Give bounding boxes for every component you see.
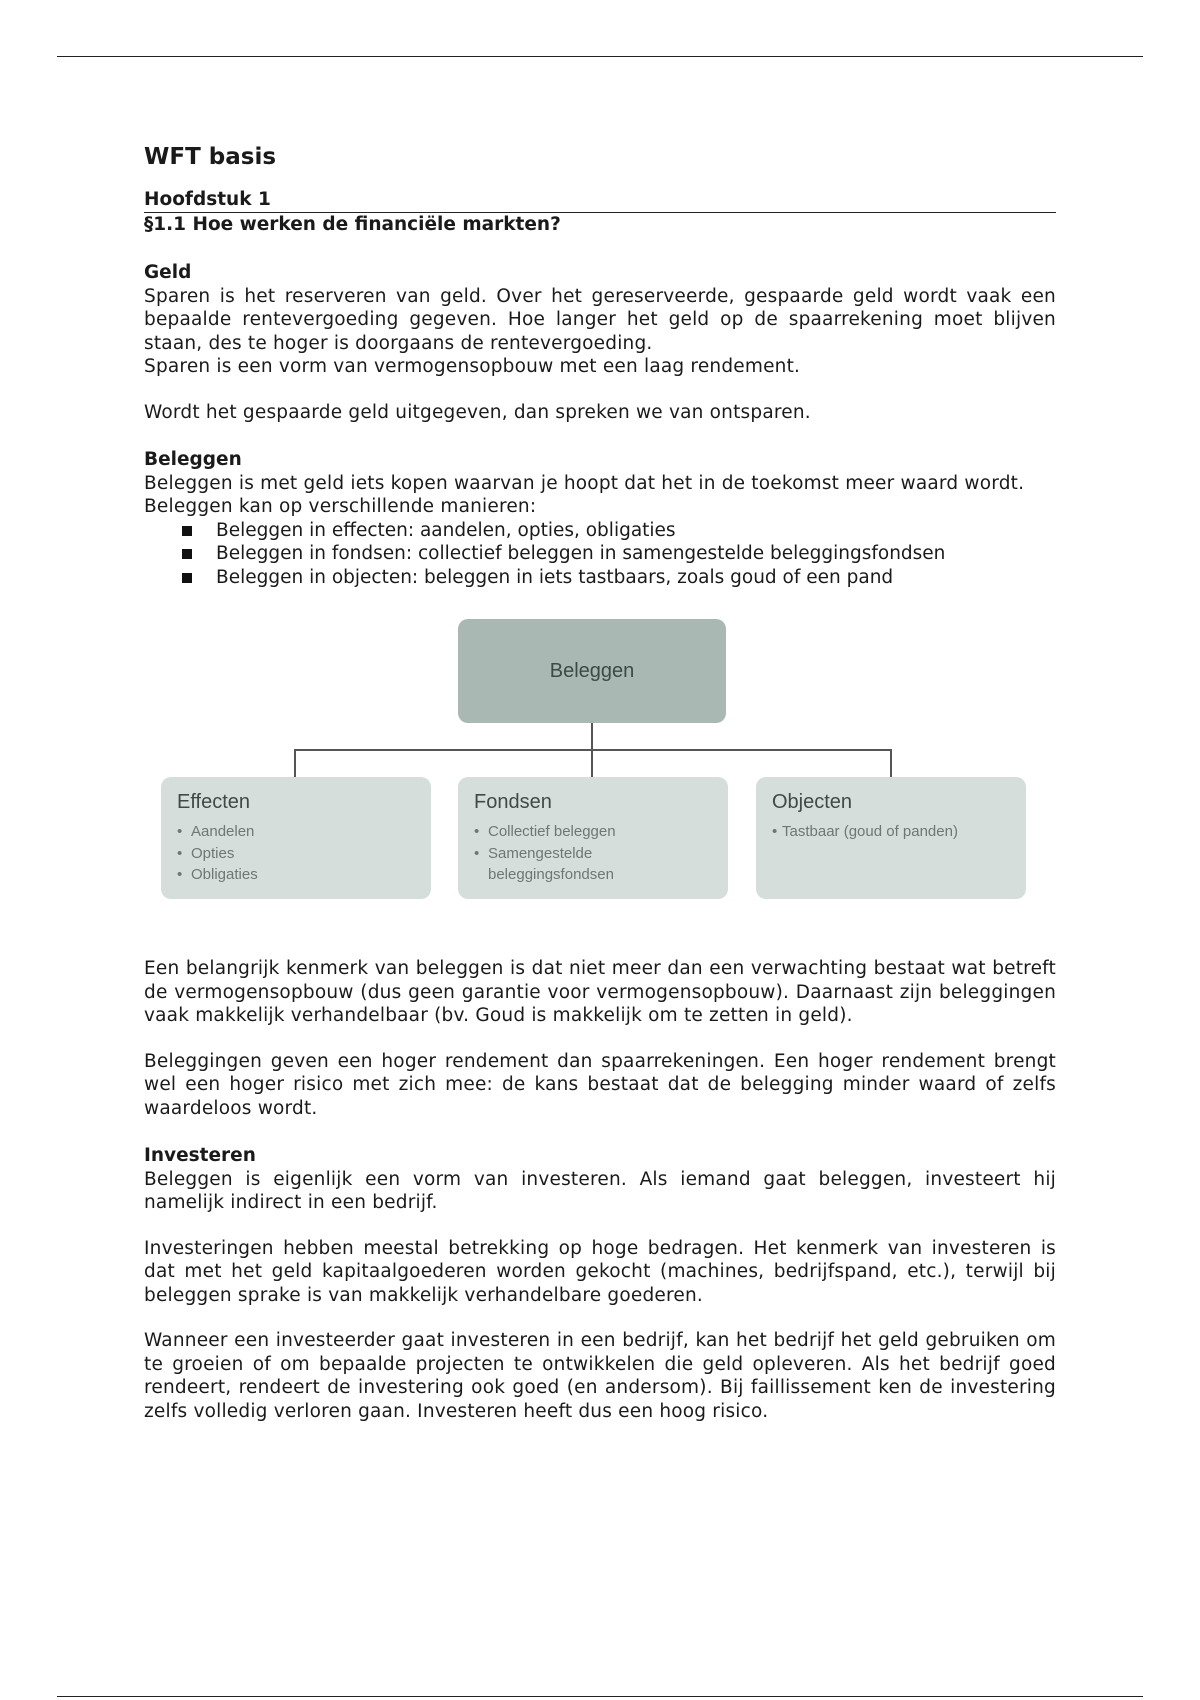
bullet-icon: • (474, 844, 480, 862)
beleggen-bullet-list (144, 519, 1056, 590)
beleggen-paragraph-3: Een belangrijk kenmerk van beleggen is dat niet meer dan een verwachting bestaat wat betreft de vermogensopbouw (dus geen garantie voor vermogensopbouw). Daarnaast zijn beleggingen vaak makkelijk verhandelbaar (bv. Goud is makkelijk om te zetten in geld). (144, 958, 1056, 1026)
diagram-box-fondsen (458, 777, 728, 899)
connector-line (294, 749, 296, 777)
box-list (474, 821, 616, 886)
list-item-continuation: beleggingsfondsen (488, 866, 614, 883)
geld-heading: Geld (144, 262, 192, 283)
geld-paragraph-1: Sparen is het reserveren van geld. Over het gereserveerde, gespaarde geld wordt vaak een bepaalde rentevergoeding gegeven. Hoe langer het geld op de spaarrekening moet blijven staan, des te hoger is doorgaans de rentevergoeding. (144, 285, 1056, 354)
list-item: • Aandelen (177, 821, 258, 843)
list-item: Beleggen in fondsen: collectief beleggen in samengestelde beleggingsfondsen (182, 542, 1056, 566)
header-rule (57, 56, 1143, 57)
bullet-icon: • (474, 823, 480, 840)
beleggen-paragraph-1: Beleggen is met geld iets kopen waarvan je hoopt dat het in de toekomst meer waard wordt. (144, 472, 1025, 494)
list-item: • Samengestelde (474, 843, 616, 865)
connector-line (890, 749, 892, 777)
bullet-icon: • (177, 823, 183, 840)
connector-line (294, 749, 892, 751)
list-item: • Collectief beleggen (474, 821, 616, 843)
beleggen-paragraph-4: Beleggingen geven een hoger rendement dan spaarrekeningen. Een hoger rendement brengt wel een hoger risico met zich mee: de kans bestaat dat de belegging minder waard of zelfs waardeloos wordt. (144, 1050, 1056, 1119)
list-item: • Tastbaar (goud of panden) (772, 821, 958, 843)
list-item: Beleggen in effecten: aandelen, opties, obligaties (182, 519, 1056, 543)
investeren-paragraph-1: Beleggen is eigenlijk een vorm van investeren. Als iemand gaat beleggen, investeert hij namelijk indirect in een bedrijf. (144, 1168, 1056, 1213)
bullet-icon: • (177, 844, 183, 862)
footer-rule (57, 1696, 1143, 1697)
list-item: • Opties (177, 843, 258, 865)
geld-paragraph-2: Sparen is een vorm van vermogensopbouw met een laag rendement. (144, 356, 801, 377)
geld-paragraph-3: Wordt het gespaarde geld uitgegeven, dan spreken we van ontsparen. (144, 401, 811, 423)
bullet-icon: • (177, 866, 183, 883)
investeren-paragraph-2: Investeringen hebben meestal betrekking op hoge bedragen. Het kenmerk van investeren is dat met het geld kapitaalgoederen worden gekocht (machines, bedrijfspand, etc.), terwijl bij beleggen sprake is van makkelijk verhandelbare goederen. (144, 1237, 1056, 1306)
square-bullet-icon (182, 526, 192, 536)
section-heading: §1.1 Hoe werken de financiële markten? (144, 214, 561, 235)
bullet-icon: • (772, 823, 778, 840)
document-title: WFT basis (144, 144, 277, 170)
beleggen-diagram (144, 619, 1056, 919)
box-list (177, 821, 258, 886)
list-item: • Obligaties (177, 864, 258, 886)
box-title: Objecten (772, 791, 853, 813)
document-page (144, 142, 1056, 1423)
diagram-box-objecten (756, 777, 1026, 899)
beleggen-heading: Beleggen (144, 449, 242, 470)
diagram-root-box: Beleggen (458, 619, 726, 723)
box-title: Fondsen (474, 791, 552, 813)
beleggen-paragraph-2: Beleggen kan op verschillende manieren: (144, 496, 537, 517)
square-bullet-icon (182, 549, 192, 559)
square-bullet-icon (182, 573, 192, 583)
investeren-paragraph-3: Wanneer een investeerder gaat investeren in een bedrijf, kan het bedrijf het geld gebruiken om te groeien of om bepaalde projecten te ontwikkelen die geld opleveren. Als het bedrijf goed rendeert, rendeert de investering ook goed (en andersom). Bij faillissement ken de investering zelfs volledig verloren gaan. Investeren heeft dus een hoog risico. (144, 1330, 1056, 1422)
box-title: Effecten (177, 791, 251, 813)
chapter-heading: Hoofdstuk 1 (144, 188, 1056, 213)
list-item: Beleggen in objecten: beleggen in iets tastbaars, zoals goud of een pand (182, 566, 1056, 590)
investeren-heading: Investeren (144, 1145, 256, 1166)
diagram-box-effecten (161, 777, 431, 899)
box-list (772, 821, 958, 843)
